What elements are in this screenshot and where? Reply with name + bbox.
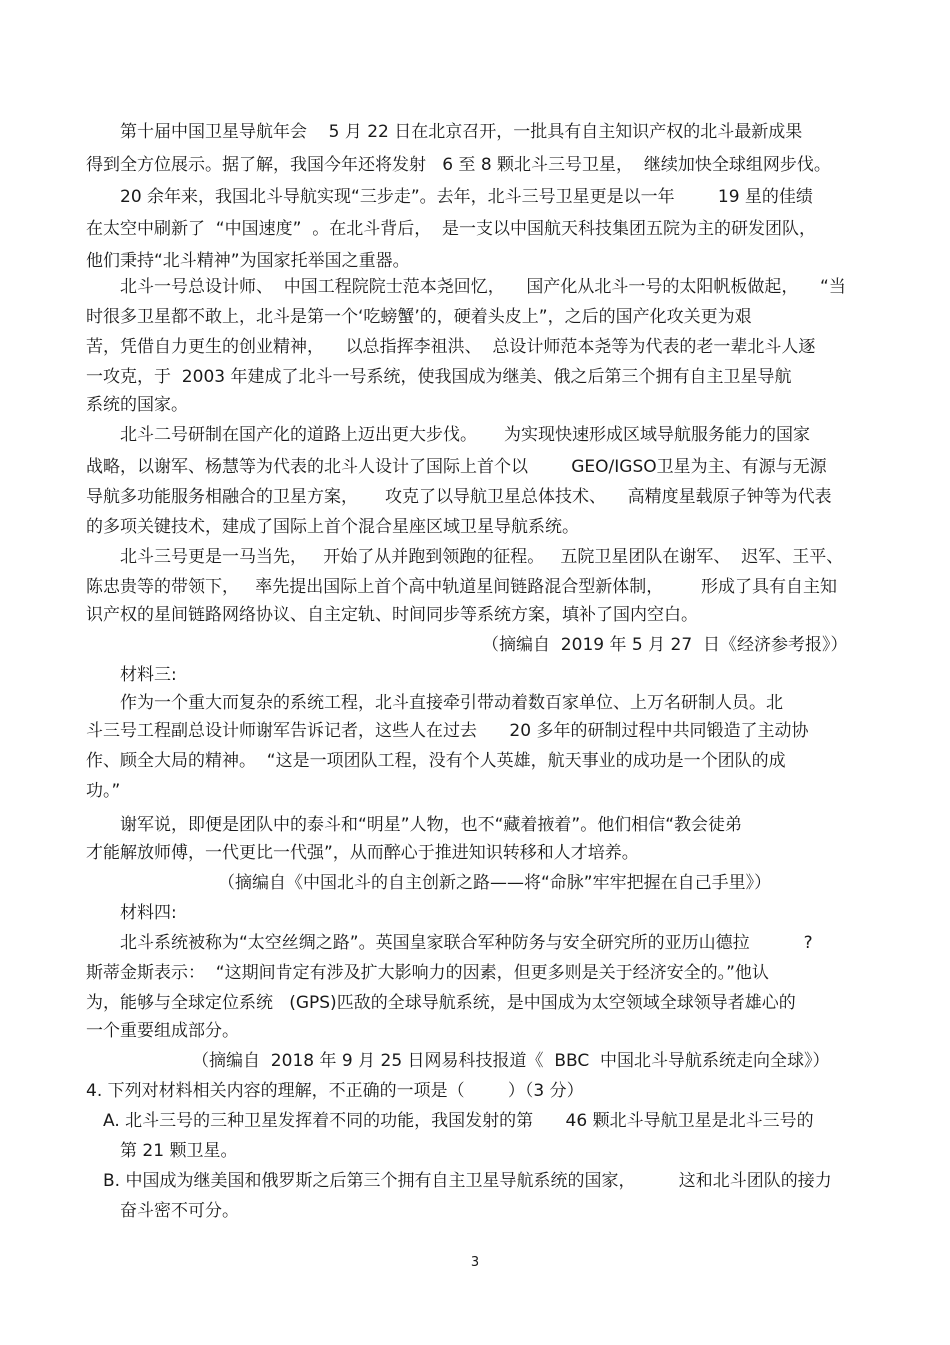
text-line: 北斗二号研制在国产化的道路上迈出更大步伐。 为实现快速形成区域导航服务能力的国家 bbox=[120, 425, 811, 445]
text-line: 陈忠贵等的带领下， 率先提出国际上首个高中轨道星间链路混合型新体制， 形成了具有自主知 bbox=[86, 577, 838, 597]
text-line: 谢军说，即便是团队中的泰斗和“明星”人物，也不“藏着掖着”。他们相信“教会徒弟 bbox=[120, 815, 743, 835]
option-a-continuation: 第 21 颗卫星。 bbox=[120, 1141, 238, 1161]
text-line: 斗三号工程副总设计师谢军告诉记者，这些人在过去 20 多年的研制过程中共同锻造了主动协 bbox=[86, 721, 809, 741]
question-stem: 4. 下列对材料相关内容的理解，不正确的一项是（ ）（3 分） bbox=[86, 1081, 584, 1101]
text-line: 第十届中国卫星导航年会 5 月 22 日在北京召开，一批具有自主知识产权的北斗最新成果 bbox=[120, 122, 803, 142]
source-citation: （摘编自 2019 年 5 月 27 日《经济参考报》） bbox=[482, 635, 848, 655]
text-line: 北斗一号总设计师、 中国工程院院士范本尧回忆， 国产化从北斗一号的太阳帆板做起， “当 bbox=[120, 277, 846, 297]
text-line: 战略，以谢军、杨慧等为代表的北斗人设计了国际上首个以 GEO/IGSO卫星为主、有源与无源 bbox=[86, 457, 827, 477]
text-line: 20 余年来，我国北斗导航实现“三步走”。去年，北斗三号卫星更是以一年 19 星的佳绩 bbox=[120, 187, 813, 207]
text-line: 一攻克，于 2003 年建成了北斗一号系统，使我国成为继美、俄之后第三个拥有自主卫星导航 bbox=[86, 367, 792, 387]
text-line: 作为一个重大而复杂的系统工程，北斗直接牵引带动着数百家单位、上万名研制人员。北 bbox=[120, 693, 783, 713]
text-line: 斯蒂金斯表示： “这期间肯定有涉及扩大影响力的因素，但更多则是关于经济安全的。”他认 bbox=[86, 963, 769, 983]
section-heading: 材料三: bbox=[120, 665, 177, 685]
text-line: 识产权的星间链路网络协议、自主定轨、时间同步等系统方案，填补了国内空白。 bbox=[86, 605, 698, 625]
section-heading: 材料四: bbox=[120, 903, 177, 923]
option-b-continuation: 奋斗密不可分。 bbox=[120, 1201, 239, 1221]
text-line: 系统的国家。 bbox=[86, 395, 188, 415]
source-citation: （摘编自 2018 年 9 月 25 日网易科技报道《 BBC 中国北斗导航系统走向全球》） bbox=[192, 1051, 830, 1071]
text-line: 他们秉持“北斗精神”为国家托举国之重器。 bbox=[86, 251, 410, 271]
text-line: 功。” bbox=[86, 781, 121, 801]
text-line: 北斗系统被称为“太空丝绸之路”。英国皇家联合军种防务与安全研究所的亚历山德拉 ? bbox=[120, 933, 813, 953]
option-b: B. 中国成为继美国和俄罗斯之后第三个拥有自主卫星导航系统的国家， 这和北斗团队的接力 bbox=[103, 1171, 832, 1191]
text-line: 作、顾全大局的精神。 “这是一项团队工程，没有个人英雄，航天事业的成功是一个团队的成 bbox=[86, 751, 786, 771]
text-line: 导航多功能服务相融合的卫星方案， 攻克了以导航卫星总体技术、 高精度星载原子钟等为代表 bbox=[86, 487, 832, 507]
text-line: 的多项关键技术，建成了国际上首个混合星座区域卫星导航系统。 bbox=[86, 517, 579, 537]
text-line: 在太空中刷新了 “中国速度” 。在北斗背后， 是一支以中国航天科技集团五院为主的研发团队， bbox=[86, 219, 817, 239]
text-line: 才能解放师傅，一代更比一代强”，从而醉心于推进知识转移和人才培养。 bbox=[86, 843, 639, 863]
text-line: 为，能够与全球定位系统 (GPS)匹敌的全球导航系统，是中国成为太空领域全球领导者雄心的 bbox=[86, 993, 796, 1013]
page-number: 3 bbox=[470, 1255, 480, 1270]
option-a: A. 北斗三号的三种卫星发挥着不同的功能，我国发射的第 46 颗北斗导航卫星是北斗三号的 bbox=[103, 1111, 814, 1131]
text-line: 北斗三号更是一马当先， 开始了从并跑到领跑的征程。 五院卫星团队在谢军、 迟军、王平、 bbox=[120, 547, 844, 567]
text-line: 得到全方位展示。据了解，我国今年还将发射 6 至 8 颗北斗三号卫星， 继续加快全球组网步伐。 bbox=[86, 155, 831, 175]
text-line: 一个重要组成部分。 bbox=[86, 1021, 239, 1041]
text-line: 苦，凭借自力更生的创业精神， 以总指挥李祖洪、 总设计师范本尧等为代表的老一辈北斗人逐 bbox=[86, 337, 816, 357]
source-citation: （摘编自《中国北斗的自主创新之路——将“命脉”牢牢把握在自己手里》） bbox=[218, 873, 772, 893]
text-line: 时很多卫星都不敢上，北斗是第一个‘吃螃蟹’的，硬着头皮上”，之后的国产化攻关更为艰 bbox=[86, 307, 752, 327]
